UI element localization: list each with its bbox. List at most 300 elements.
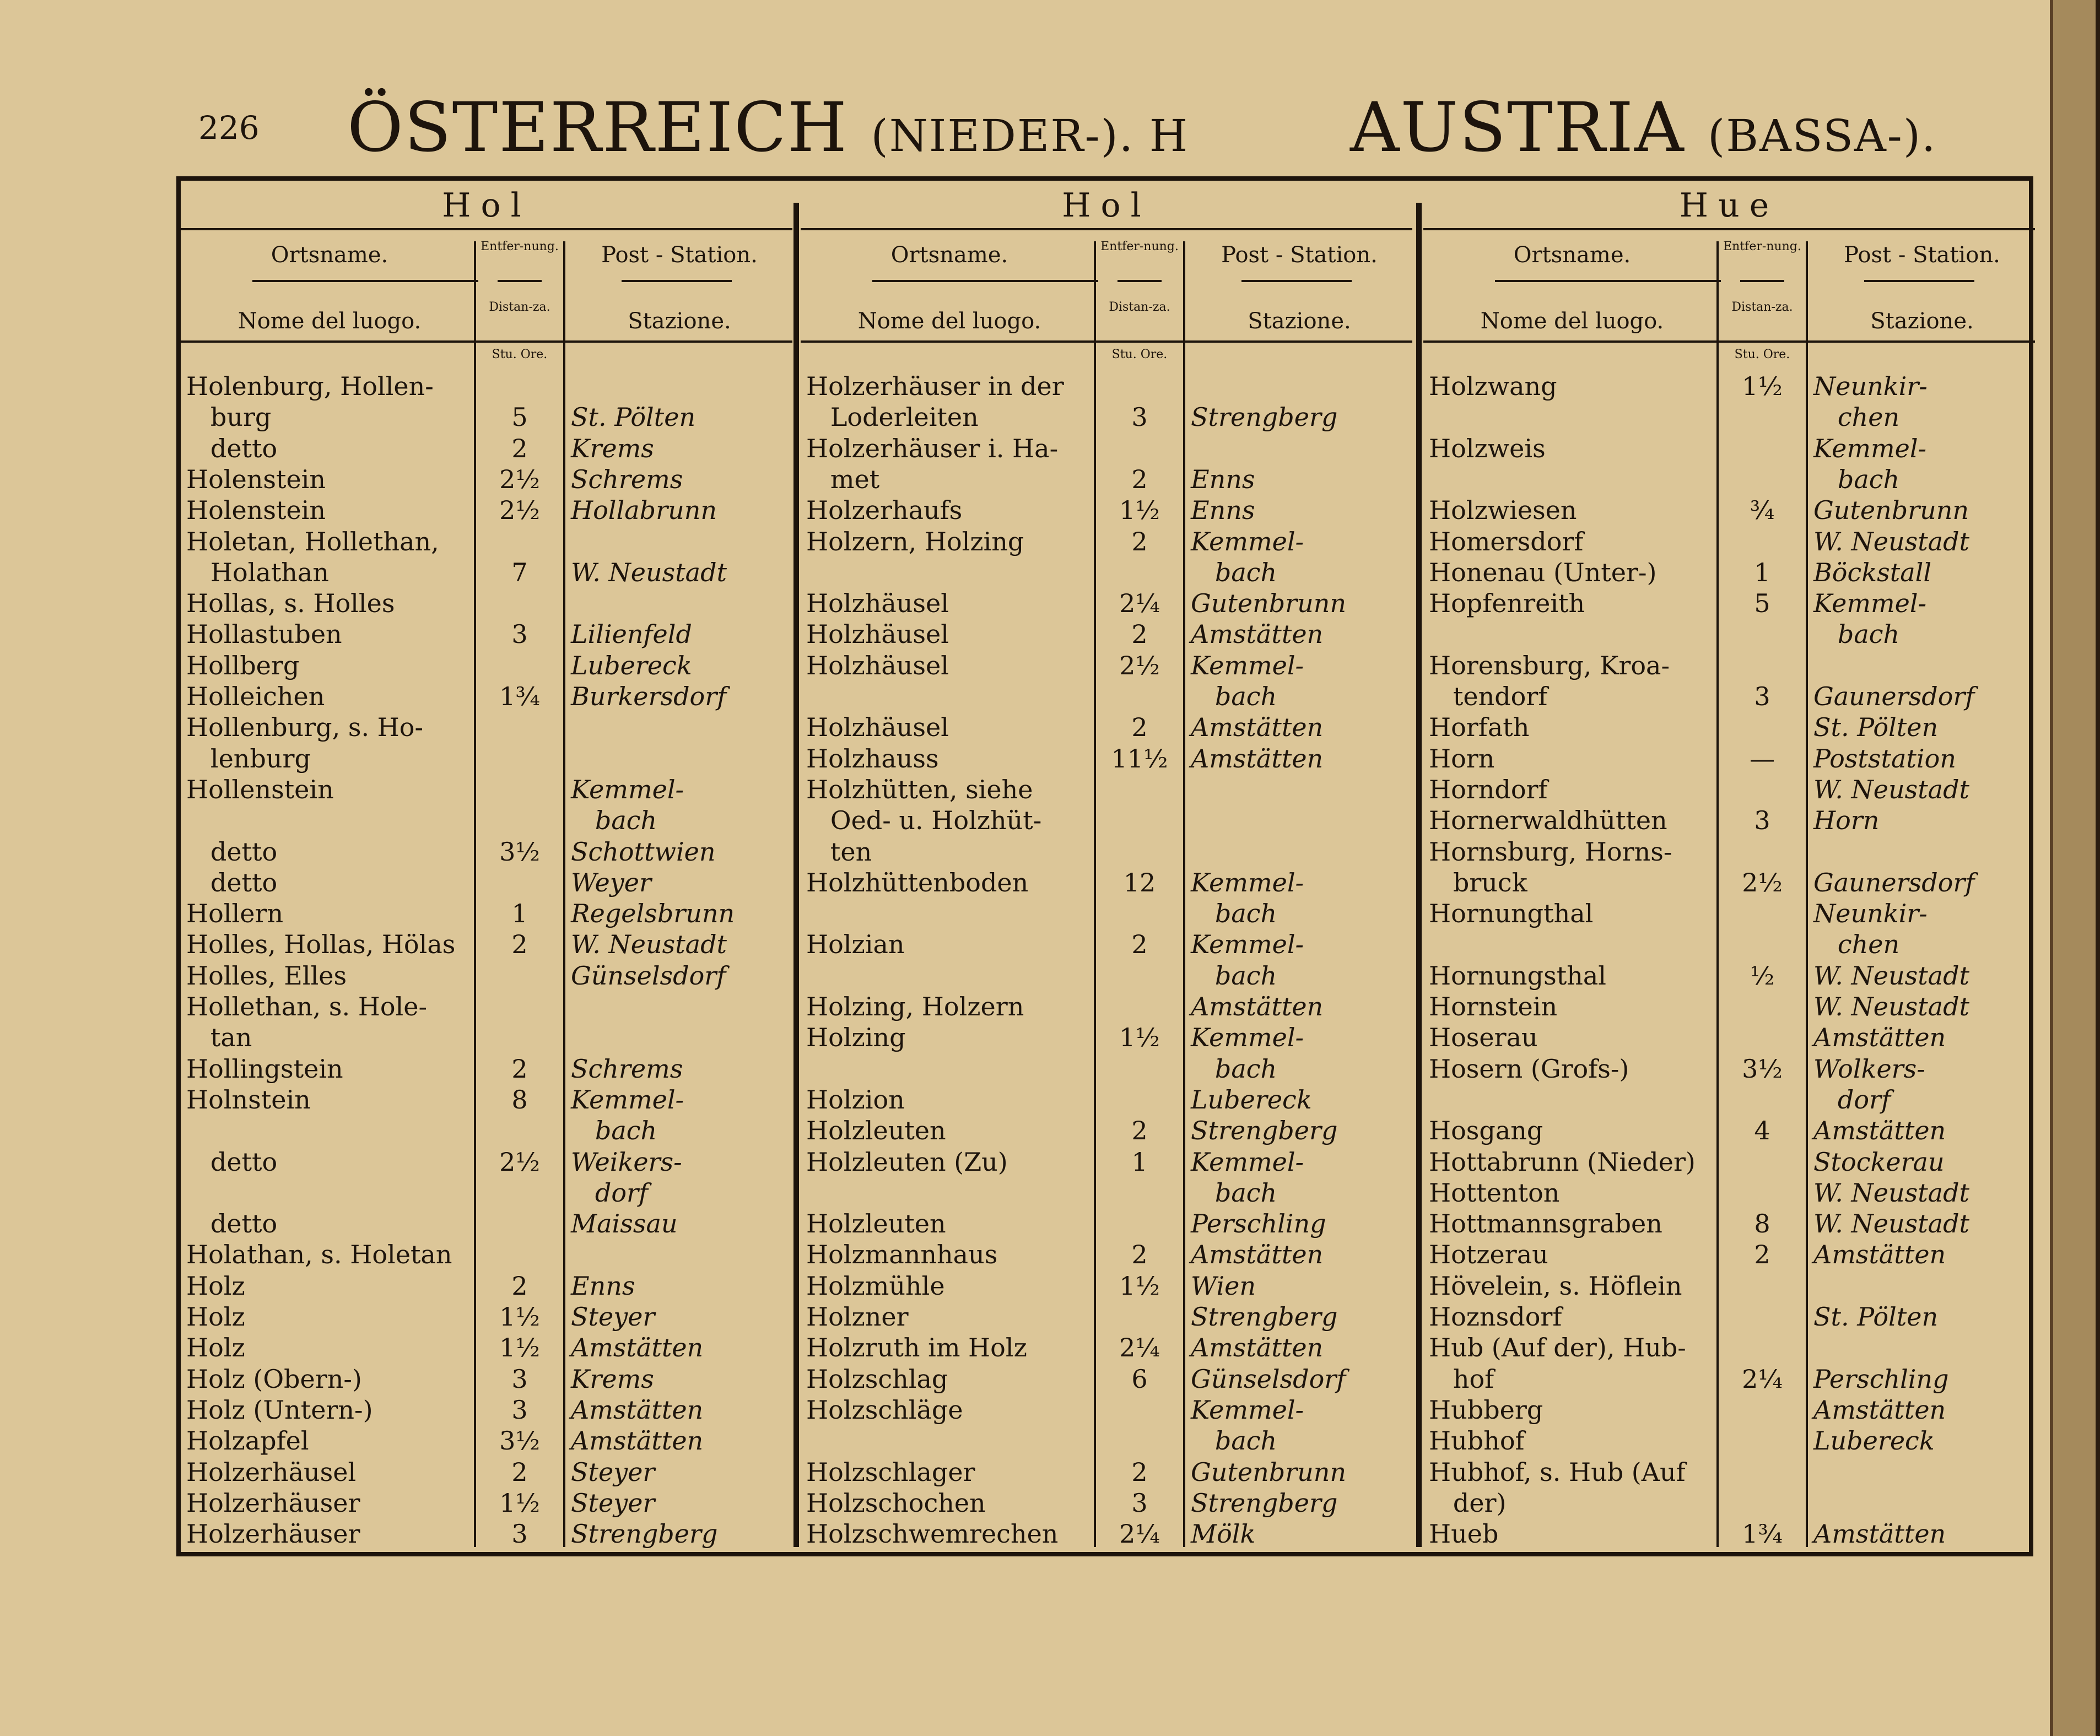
header-underline <box>1864 280 1974 282</box>
table-row <box>181 991 792 1022</box>
post-station: Kemmel- <box>1191 867 1304 897</box>
distance: 1½ <box>1119 1270 1160 1301</box>
place-name: Holzing, Holzern <box>806 992 1024 1021</box>
post-station: W. Neustadt <box>1813 1177 1970 1208</box>
distance: 3 <box>511 1364 528 1394</box>
table-row <box>181 867 792 898</box>
header-distanza: Distan-za. <box>1731 300 1793 314</box>
post-station: bach <box>571 805 657 836</box>
place-name: Holzhüttenboden <box>806 867 1029 897</box>
post-station: bach <box>1191 1177 1277 1208</box>
place-name: Hollethan, s. Hole- <box>186 992 427 1021</box>
spine-shadow <box>2096 0 2100 1736</box>
distance: ¾ <box>1750 495 1775 526</box>
header-nome: Nome del luogo. <box>857 309 1041 334</box>
post-station: Lubereck <box>1191 1084 1312 1115</box>
post-station: Günselsdorf <box>1191 1364 1346 1394</box>
distance: 8 <box>511 1084 528 1115</box>
post-station: Gaunersdorf <box>1813 682 1975 711</box>
table-row <box>801 1394 1412 1425</box>
table-row <box>801 619 1412 650</box>
table-row <box>1423 712 2035 743</box>
header-ortsname: Ortsname. <box>1513 242 1631 268</box>
table-row <box>801 1084 1412 1115</box>
place-name: Honenau (Unter-) <box>1429 557 1657 587</box>
table-row <box>181 960 792 991</box>
distance: 4 <box>1754 1116 1770 1146</box>
distance: 2 <box>511 929 528 960</box>
post-station: Amstätten <box>571 1394 704 1425</box>
post-station: Neunkir- <box>1813 371 1928 401</box>
table-row <box>181 1394 792 1425</box>
distance: 3 <box>1754 805 1770 836</box>
table-row <box>181 464 792 495</box>
table-row <box>181 1332 792 1363</box>
post-station: Amstätten <box>571 1333 704 1363</box>
table-row <box>181 1270 792 1301</box>
table-row <box>801 1177 1412 1208</box>
place-name: tan <box>186 1023 252 1053</box>
post-station: St. Pölten <box>571 402 696 432</box>
place-name: Oed- u. Holzhüt- <box>806 805 1042 836</box>
post-station: Steyer <box>571 1488 655 1518</box>
table-row <box>181 650 792 681</box>
table-row <box>181 1022 792 1053</box>
table-row <box>1423 402 2035 432</box>
post-station: Kemmel- <box>1191 1146 1304 1177</box>
table-row <box>801 464 1412 495</box>
post-station: bach <box>1813 619 1900 650</box>
place-name: Holzschläge <box>806 1394 963 1425</box>
post-station: Amstätten <box>1191 1240 1324 1270</box>
distance: 2¼ <box>1742 1364 1783 1394</box>
post-station: Weyer <box>571 867 651 897</box>
table-row <box>1423 1270 2035 1301</box>
header-underline <box>1241 280 1352 282</box>
table-row <box>1423 1146 2035 1177</box>
table-row <box>181 371 792 402</box>
table-row <box>801 402 1412 432</box>
header-underline <box>498 280 542 282</box>
post-station: Amstätten <box>1813 1240 1946 1270</box>
place-name: Holzhäusel <box>806 588 949 619</box>
table-row <box>801 1332 1412 1363</box>
table-row <box>801 1022 1412 1053</box>
distance: 3 <box>511 1394 528 1425</box>
distance: 2½ <box>1119 650 1160 680</box>
post-station: Kemmel- <box>1191 1023 1304 1053</box>
table-row <box>1423 526 2035 557</box>
place-name: Hornsburg, Horns- <box>1429 836 1672 867</box>
section-letters: Hol <box>1062 186 1151 225</box>
distance: 2 <box>511 1053 528 1084</box>
table-row <box>181 526 792 557</box>
post-station: Amstätten <box>1191 619 1324 650</box>
distance: 2½ <box>499 464 540 494</box>
place-name: Horfath <box>1429 712 1530 743</box>
post-station: Wolkers- <box>1813 1053 1925 1084</box>
distance: 3½ <box>1742 1053 1783 1084</box>
table-row <box>801 1518 1412 1549</box>
table-row <box>801 743 1412 774</box>
place-name: Holzerhäuser i. Ha- <box>806 433 1059 463</box>
header-underline <box>1740 280 1784 282</box>
post-station: bach <box>1191 960 1277 991</box>
post-station: Lubereck <box>571 650 692 680</box>
table-row <box>1423 991 2035 1022</box>
table-row <box>181 402 792 432</box>
table-row <box>181 1053 792 1084</box>
distance: 2 <box>1131 712 1148 743</box>
distance: 2¼ <box>1119 1333 1160 1363</box>
place-name: Hövelein, s. Höflein <box>1429 1270 1682 1301</box>
post-station: Krems <box>571 1364 654 1394</box>
distance: 2 <box>1754 1240 1770 1270</box>
place-name: detto <box>186 836 278 867</box>
place-name: Hollastuben <box>186 619 342 650</box>
distance: 8 <box>1754 1209 1770 1239</box>
place-name: Hoserau <box>1429 1023 1538 1053</box>
distance: 2 <box>511 1270 528 1301</box>
table-row <box>801 960 1412 991</box>
table-row <box>181 743 792 774</box>
post-station: Kemmel- <box>1813 433 1927 463</box>
post-station: St. Pölten <box>1813 712 1939 743</box>
header-units: Stu. Ore. <box>1734 348 1790 361</box>
place-name: Hollingstein <box>186 1053 343 1084</box>
place-name: ten <box>806 836 872 867</box>
place-name: met <box>806 464 880 494</box>
table-row <box>801 805 1412 836</box>
table-row <box>1423 557 2035 588</box>
place-name: Holzwang <box>1429 371 1557 401</box>
post-station: Perschling <box>1813 1364 1949 1394</box>
table-row <box>181 929 792 960</box>
post-station: dorf <box>1813 1084 1891 1115</box>
place-name: Holz (Obern-) <box>186 1364 362 1394</box>
table-row <box>801 1053 1412 1084</box>
table-row <box>181 433 792 464</box>
post-station: Günselsdorf <box>571 960 726 991</box>
table-row <box>1423 495 2035 526</box>
header-stazione: Stazione. <box>1248 309 1351 334</box>
section-divider <box>793 203 799 1547</box>
header-units: Stu. Ore. <box>492 348 548 361</box>
table-row <box>181 1518 792 1549</box>
post-station: Amstätten <box>1191 1333 1324 1363</box>
distance: 2½ <box>499 1146 540 1177</box>
post-station: chen <box>1813 402 1900 432</box>
place-name: Holz <box>186 1333 245 1363</box>
table-row <box>1423 1177 2035 1208</box>
post-station: W. Neustadt <box>571 557 727 587</box>
header-rule <box>801 228 1412 230</box>
table-row <box>181 1208 792 1239</box>
table-row <box>181 1488 792 1518</box>
table-row <box>801 1115 1412 1146</box>
header-entfernung: Entfer-nung. <box>1100 240 1179 253</box>
table-row <box>801 1208 1412 1239</box>
table-row <box>801 1364 1412 1394</box>
post-station: Enns <box>1191 464 1255 494</box>
place-name: Hornerwaldhütten <box>1429 805 1667 836</box>
post-station: Gutenbrunn <box>1813 495 1969 526</box>
distance: ½ <box>1750 960 1775 991</box>
distance: 3½ <box>499 1426 540 1456</box>
distance: 2 <box>511 1457 528 1487</box>
distance: 1¾ <box>499 682 540 711</box>
table-row <box>1423 1457 2035 1488</box>
distance: 3 <box>1131 402 1148 432</box>
table-row <box>1423 1239 2035 1270</box>
table-row <box>801 991 1412 1022</box>
table-row <box>1423 960 2035 991</box>
table-row <box>181 1146 792 1177</box>
table-row <box>801 712 1412 743</box>
distance: 2¼ <box>1119 1519 1160 1549</box>
table-row <box>801 1270 1412 1301</box>
table-row <box>801 1146 1412 1177</box>
post-station: Amstätten <box>1191 712 1324 743</box>
post-station: Steyer <box>571 1302 655 1332</box>
section-letters: Hue <box>1679 186 1779 225</box>
place-name: Hubberg <box>1429 1394 1543 1425</box>
place-name: Holzion <box>806 1084 905 1115</box>
distance: 2 <box>1131 1240 1148 1270</box>
header-stazione: Stazione. <box>1870 309 1974 334</box>
distance: 1¾ <box>1742 1519 1783 1549</box>
table-row <box>801 1425 1412 1456</box>
table-row <box>801 495 1412 526</box>
post-station: Kemmel- <box>1191 1394 1304 1425</box>
post-station: Perschling <box>1191 1209 1326 1239</box>
place-name: Hoznsdorf <box>1429 1302 1562 1332</box>
table-row <box>1423 898 2035 929</box>
place-name: Holzhäusel <box>806 619 949 650</box>
post-station: bach <box>1191 682 1277 711</box>
distance: 2 <box>1131 1116 1148 1146</box>
post-station: Gutenbrunn <box>1191 588 1347 619</box>
place-name: Hollberg <box>186 650 300 680</box>
place-name: Hosgang <box>1429 1116 1543 1146</box>
table-row <box>181 681 792 712</box>
place-name: Hornungthal <box>1429 899 1594 929</box>
table-row <box>1423 836 2035 867</box>
table-row <box>181 1239 792 1270</box>
header-nome: Nome del luogo. <box>237 309 422 334</box>
place-name: Holenstein <box>186 495 326 526</box>
post-station: bach <box>571 1116 657 1146</box>
header-rule <box>1423 228 2035 230</box>
post-station: W. Neustadt <box>1813 526 1970 556</box>
post-station: Amstätten <box>1191 992 1324 1021</box>
place-name: Horensburg, Kroa- <box>1429 650 1670 680</box>
header-nome: Nome del luogo. <box>1480 309 1664 334</box>
distance: 1½ <box>499 1333 540 1363</box>
place-name: Holz <box>186 1302 245 1332</box>
header-rule <box>1423 340 2035 343</box>
distance: 2 <box>1131 1457 1148 1487</box>
post-station: bach <box>1191 1426 1277 1456</box>
place-name: Holzwiesen <box>1429 495 1577 526</box>
distance: 2 <box>1131 526 1148 556</box>
post-station: Maissau <box>571 1209 678 1239</box>
place-name: Holetan, Hollethan, <box>186 526 439 556</box>
place-name: Hubhof <box>1429 1426 1525 1456</box>
place-name: Holathan, s. Holetan <box>186 1240 452 1270</box>
post-station: bach <box>1191 1053 1277 1084</box>
section-divider <box>1416 203 1422 1547</box>
place-name: Holzmannhaus <box>806 1240 998 1270</box>
title-italian-main: AUSTRIA <box>1350 88 1685 167</box>
place-name: Holzleuten (Zu) <box>806 1146 1008 1177</box>
table-row <box>801 898 1412 929</box>
place-name: detto <box>186 1146 278 1177</box>
place-name: Hottabrunn (Nieder) <box>1429 1146 1696 1177</box>
distance: 2 <box>511 433 528 463</box>
table-row <box>801 650 1412 681</box>
table-row <box>1423 1053 2035 1084</box>
place-name: Holzschwemrechen <box>806 1519 1059 1549</box>
post-station: Amstätten <box>1813 1519 1946 1549</box>
post-station: Kemmel- <box>1191 929 1304 960</box>
post-station: bach <box>1813 464 1900 494</box>
distance: — <box>1750 743 1775 774</box>
table-row <box>181 1425 792 1456</box>
post-station: Strengberg <box>1191 402 1338 432</box>
title-german <box>347 88 1189 167</box>
post-station: Enns <box>1191 495 1255 526</box>
place-name: Holzerhäuser in der <box>806 371 1064 401</box>
section-letters: Hol <box>442 186 531 225</box>
title-german-sub: (NIEDER-). H <box>871 110 1189 161</box>
post-station: Kemmel- <box>1191 526 1304 556</box>
place-name: detto <box>186 433 278 463</box>
post-station: Regelsbrunn <box>571 899 735 929</box>
table-row <box>181 774 792 805</box>
place-name: detto <box>186 867 278 897</box>
table-row <box>1423 371 2035 402</box>
post-station: Amstätten <box>1813 1023 1946 1053</box>
table-row <box>801 557 1412 588</box>
post-station: W. Neustadt <box>1813 774 1970 804</box>
header-underline <box>1495 280 1721 282</box>
place-name: Hornstein <box>1429 992 1558 1021</box>
table-row <box>181 805 792 836</box>
header-entfernung: Entfer-nung. <box>481 240 559 253</box>
place-name: Holzleuten <box>806 1209 946 1239</box>
header-underline <box>622 280 732 282</box>
post-station: Steyer <box>571 1457 655 1487</box>
table-row <box>181 1457 792 1488</box>
place-name: Hub (Auf der), Hub- <box>1429 1333 1686 1363</box>
table-row <box>801 681 1412 712</box>
place-name: hof <box>1429 1364 1494 1394</box>
header-stazione: Stazione. <box>628 309 731 334</box>
table-row <box>181 495 792 526</box>
place-name: Holzschochen <box>806 1488 986 1518</box>
distance: 1½ <box>499 1488 540 1518</box>
post-station: W. Neustadt <box>1813 960 1970 991</box>
table-row <box>801 1488 1412 1518</box>
place-name: Holleichen <box>186 682 325 711</box>
distance: 7 <box>511 557 528 587</box>
post-station: Krems <box>571 433 654 463</box>
post-station: bach <box>1191 557 1277 587</box>
table-row <box>181 619 792 650</box>
post-station: dorf <box>571 1177 649 1208</box>
table-row <box>1423 650 2035 681</box>
post-station: Strengberg <box>1191 1116 1338 1146</box>
header-post-station: Post - Station. <box>601 242 758 268</box>
post-station: Böckstall <box>1813 557 1932 587</box>
distance: 5 <box>1754 588 1770 619</box>
table-row <box>1423 1488 2035 1518</box>
distance: 3 <box>511 619 528 650</box>
post-station: Gaunersdorf <box>1813 867 1975 897</box>
post-station: W. Neustadt <box>571 929 727 960</box>
table-row <box>1423 1364 2035 1394</box>
post-station: Poststation <box>1813 743 1956 774</box>
place-name: detto <box>186 1209 278 1239</box>
place-name: Hottmannsgraben <box>1429 1209 1662 1239</box>
distance: 1 <box>1131 1146 1148 1177</box>
header-entfernung: Entfer-nung. <box>1723 240 1801 253</box>
place-name: Hollas, s. Holles <box>186 588 395 619</box>
table-row <box>1423 1518 2035 1549</box>
table-column-1 <box>181 181 792 1552</box>
table-row <box>181 1115 792 1146</box>
header-units: Stu. Ore. <box>1111 348 1168 361</box>
post-station: Strengberg <box>1191 1302 1338 1332</box>
post-station: Kemmel- <box>1191 650 1304 680</box>
place-name: Holzern, Holzing <box>806 526 1024 556</box>
table-row <box>1423 774 2035 805</box>
table-row <box>1423 1022 2035 1053</box>
table-row <box>1423 1084 2035 1115</box>
place-name: lenburg <box>186 743 311 774</box>
distance: 6 <box>1131 1364 1148 1394</box>
distance: 3½ <box>499 836 540 867</box>
place-name: Holathan <box>186 557 329 587</box>
distance: 2 <box>1131 929 1148 960</box>
header-underline <box>252 280 478 282</box>
header-distanza: Distan-za. <box>489 300 550 314</box>
post-station: Wien <box>1191 1270 1256 1301</box>
table-row <box>801 433 1412 464</box>
post-station: Strengberg <box>1191 1488 1338 1518</box>
place-name: Holenburg, Hollen- <box>186 371 434 401</box>
header-ortsname: Ortsname. <box>271 242 388 268</box>
place-name: Holles, Hollas, Hölas <box>186 929 456 960</box>
header-ortsname: Ortsname. <box>890 242 1008 268</box>
post-station: Mölk <box>1191 1519 1256 1549</box>
post-station: Gutenbrunn <box>1191 1457 1347 1487</box>
table-row <box>1423 1208 2035 1239</box>
table-row <box>801 929 1412 960</box>
place-name: Hotzerau <box>1429 1240 1548 1270</box>
post-station: chen <box>1813 929 1900 960</box>
place-name: Holzhauss <box>806 743 939 774</box>
table-row <box>801 836 1412 867</box>
table-row <box>181 1177 792 1208</box>
place-name: Holz (Untern-) <box>186 1394 373 1425</box>
place-name: Holzerhäuser <box>186 1488 360 1518</box>
distance: 3 <box>1754 682 1770 711</box>
table-row <box>181 1084 792 1115</box>
distance: 3 <box>511 1519 528 1549</box>
header-post-station: Post - Station. <box>1221 242 1378 268</box>
